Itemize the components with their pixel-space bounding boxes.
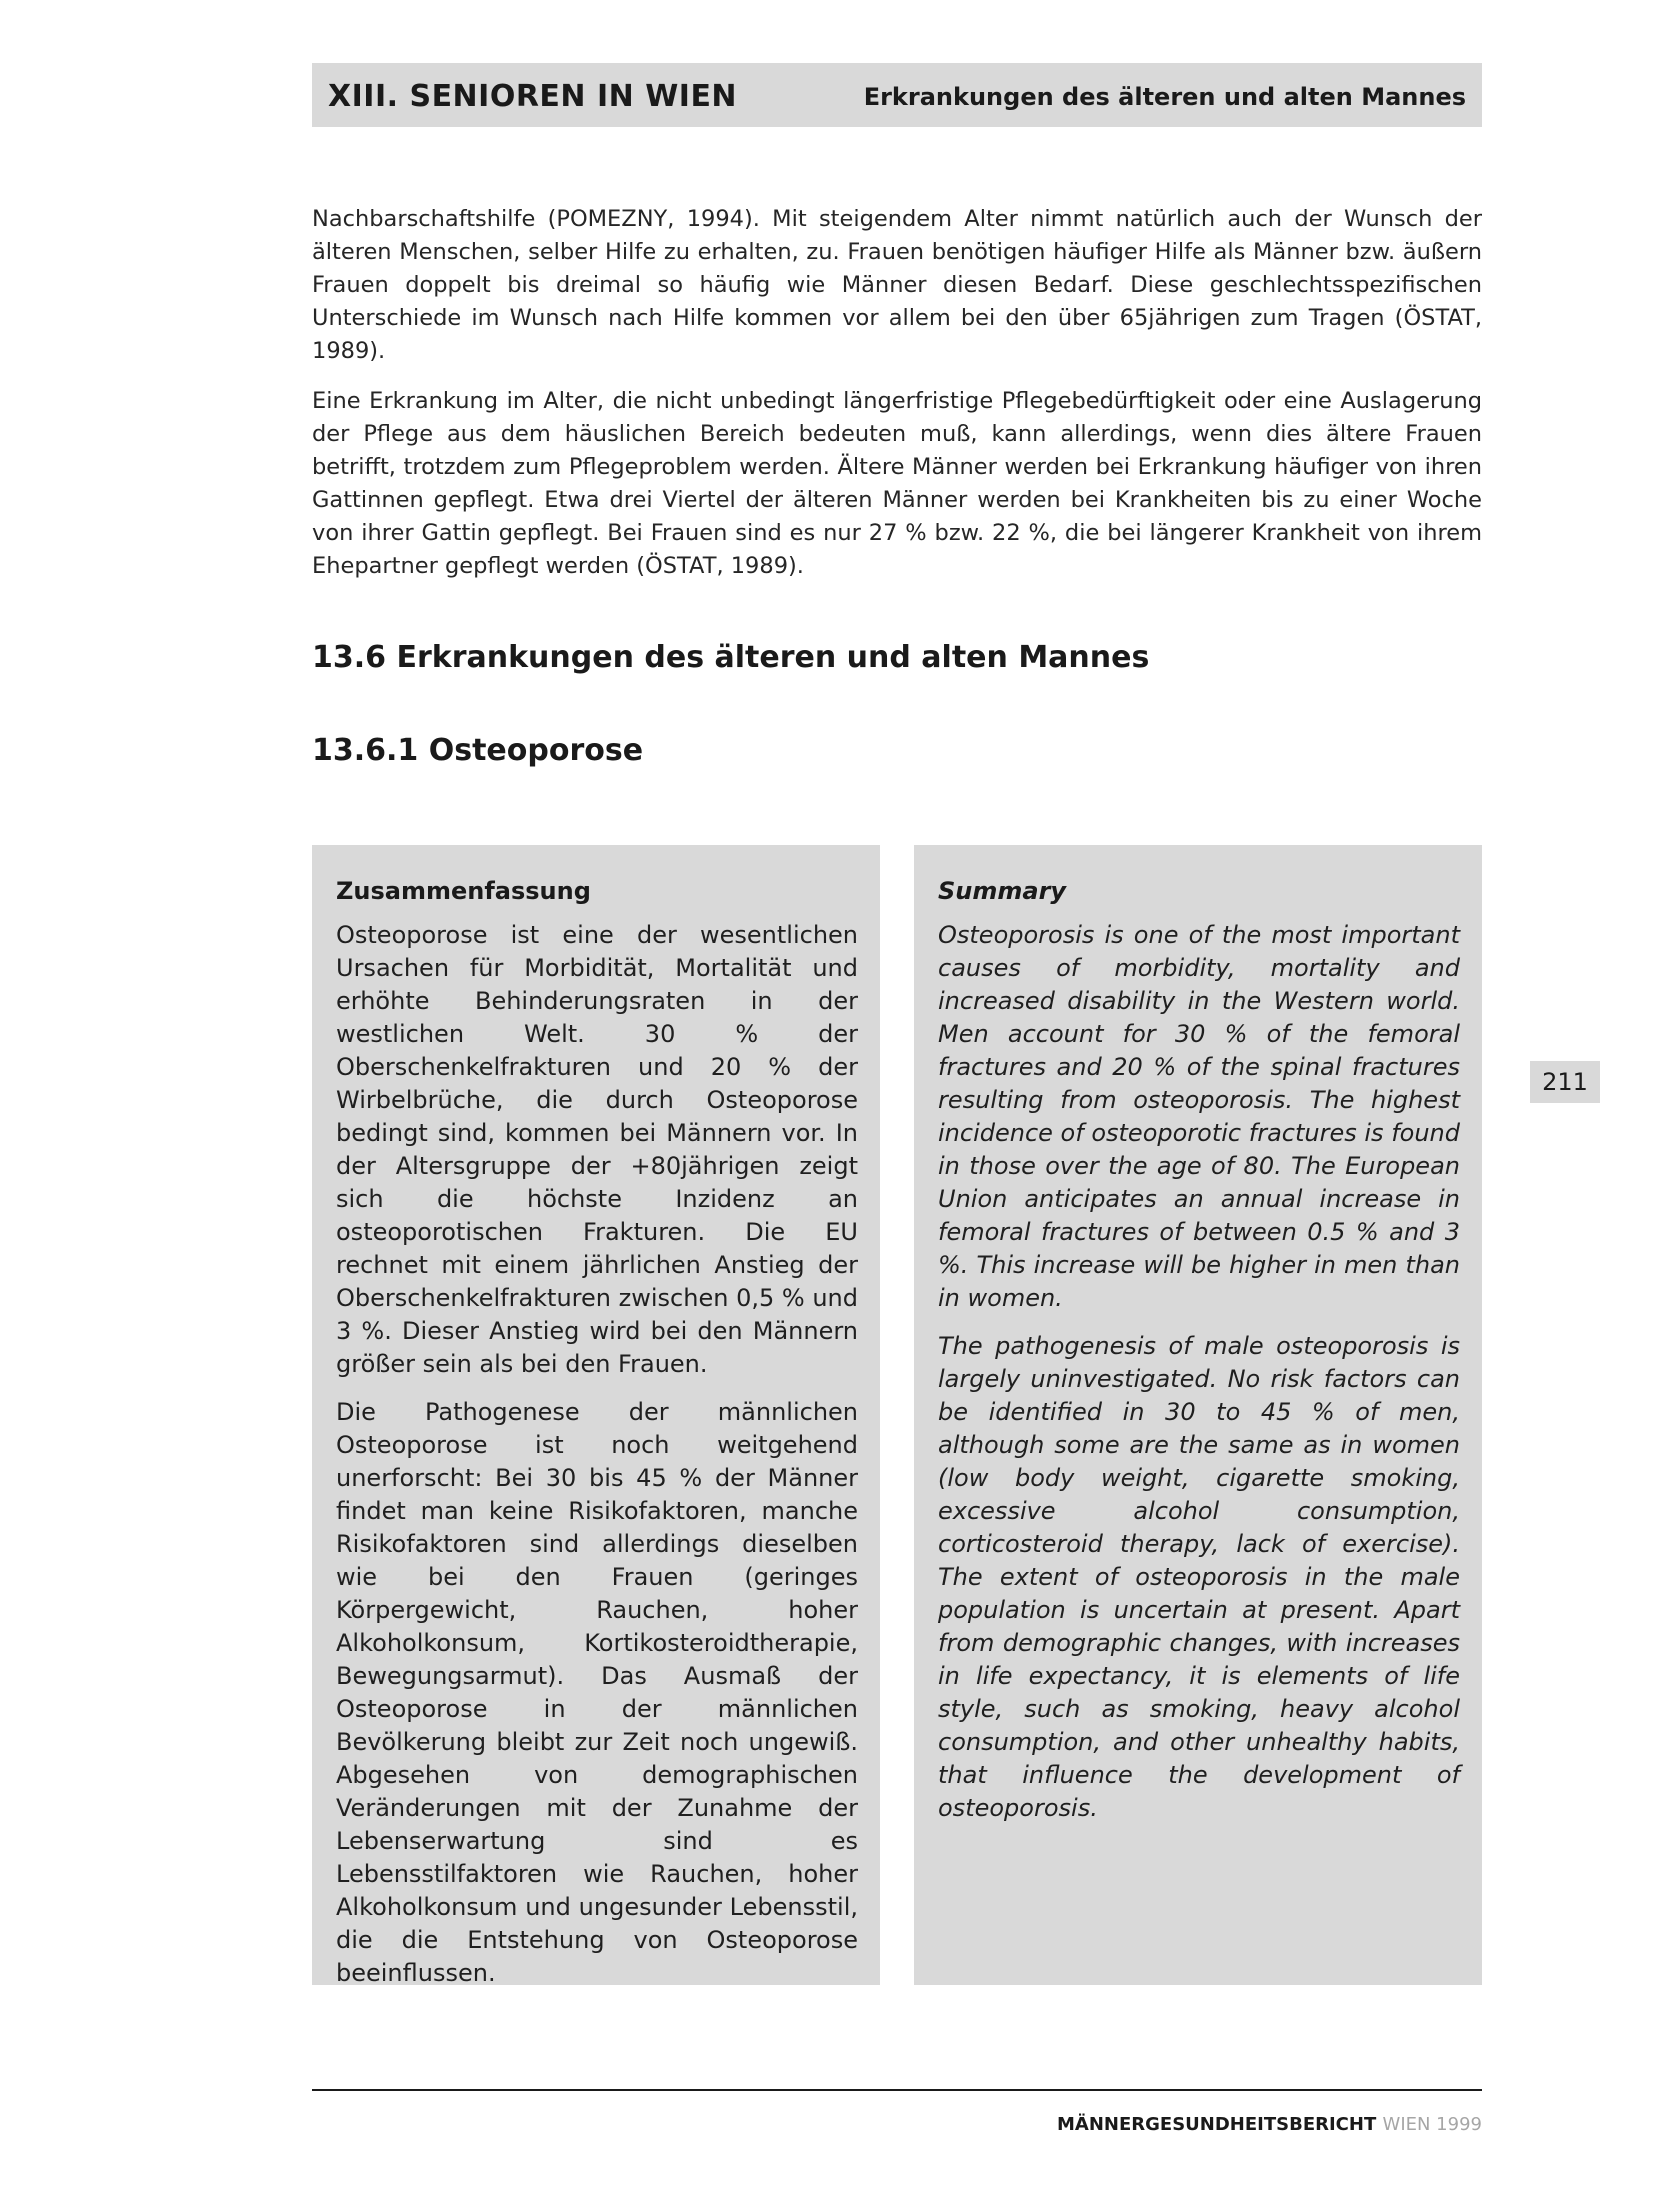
summary-box-english: [914, 845, 1482, 1985]
summary-paragraph: Osteoporosis is one of the most important causes of morbidity, mortality and increased disability in the Western world. Men account for 30 % of the femoral fractures and 20 % of the spinal fractures resulting from osteoporosis. The highest incidence of osteoporotic fractures is found in those over the age of 80. The European Union anticipates an annual increase in femoral fractures of between 0.5 % and 3 %. This increase will be higher in men than in women.: [938, 921, 1460, 1312]
summary-paragraph: Osteoporose ist eine der wesentlichen Ursachen für Morbidität, Mortalität und erhöhte Behinderungsraten in der westlichen Welt. 30 % der Oberschenkelfrakturen und 20 % der Wirbelbrüche, die durch Osteoporose bedingt sind, kommen bei Männern vor. In der Altersgruppe der +80jährigen zeigt sich die höchste Inzidenz an osteoporotischen Frakturen. Die EU rechnet mit einem jährlichen Anstieg der Oberschenkelfrakturen zwischen 0,5 % und 3 %. Dieser Anstieg wird bei den Männern größer sein als bei den Frauen.: [336, 921, 858, 1378]
running-header: [312, 63, 1482, 127]
body-paragraph: Nachbarschaftshilfe (POMEZNY, 1994). Mit steigendem Alter nimmt natürlich auch der Wunsch der älteren Menschen, selber Hilfe zu erhalten, zu. Frauen benötigen häufiger Hilfe als Männer bzw. äußern Frauen doppelt bis dreimal so häufig wie Männer diesen Bedarf. Diese geschlechtsspezifischen Unterschiede im Wunsch nach Hilfe kommen vor allem bei den über 65jährigen zum Tragen (ÖSTAT, 1989).: [312, 206, 1482, 364]
chapter-title: XIII. SENIOREN IN WIEN: [328, 79, 738, 114]
footer: [1057, 2114, 1482, 2135]
summary-paragraph: Die Pathogenese der männlichen Osteoporose ist noch weitgehend unerforscht: Bei 30 bis 45 % der Männer findet man keine Risikofaktoren, manche Risikofaktoren sind allerdings dieselben wie bei den Frauen (geringes Körpergewicht, Rauchen, hoher Alkoholkonsum, Kortikosteroidtherapie, Bewegungsarmut). Das Ausmaß der Osteoporose in der männlichen Bevölkerung bleibt zur Zeit noch ungewiß. Abgesehen von demographischen Veränderungen mit der Zunahme der Lebenserwartung sind es Lebensstilfaktoren wie Rauchen, hoher Alkoholkonsum und ungesunder Lebensstil, die die Entstehung von Osteoporose beeinflussen.: [336, 1398, 858, 1987]
summary-box-german: [312, 845, 880, 1985]
body-paragraph: Eine Erkrankung im Alter, die nicht unbedingt längerfristige Pflegebedürftigkeit oder eine Auslagerung der Pflege aus dem häuslichen Bereich bedeuten muß, kann allerdings, wenn dies ältere Frauen betrifft, trotzdem zum Pflegeproblem werden. Ältere Männer werden bei Erkrankung häufiger von ihren Gattinnen gepflegt. Etwa drei Viertel der älteren Männer werden bei Krankheiten bis zu einer Woche von ihrer Gattin gepflegt. Bei Frauen sind es nur 27 % bzw. 22 %, die bei längerer Krankheit von ihrem Ehepartner gepflegt werden (ÖSTAT, 1989).: [312, 388, 1482, 579]
page-number: 211: [1530, 1061, 1600, 1103]
summary-paragraph: The pathogenesis of male osteoporosis is largely uninvestigated. No risk factors can be identified in 30 to 45 % of men, although some are the same as in women (low body weight, cigarette smoking, excessive alcohol consumption, corticosteroid therapy, lack of exercise). The extent of osteoporosis in the male population is uncertain at present. Apart from demographic changes, with increases in life expectancy, it is elements of life style, such as smoking, heavy alcohol consumption, and other unhealthy habits, that influence the development of osteoporosis.: [938, 1332, 1460, 1822]
summary-title-english: Summary: [938, 877, 1067, 905]
running-section-title: Erkrankungen des älteren und alten Mannes: [863, 83, 1466, 111]
summary-title-german: Zusammenfassung: [336, 877, 591, 905]
footer-divider: [312, 2089, 1482, 2091]
footer-title: MÄNNERGESUNDHEITSBERICHT: [1057, 2114, 1377, 2135]
section-heading: 13.6 Erkrankungen des älteren und alten Mannes: [312, 640, 1150, 675]
footer-subtitle: WIEN 1999: [1382, 2114, 1482, 2135]
subsection-heading: 13.6.1 Osteoporose: [312, 733, 644, 768]
